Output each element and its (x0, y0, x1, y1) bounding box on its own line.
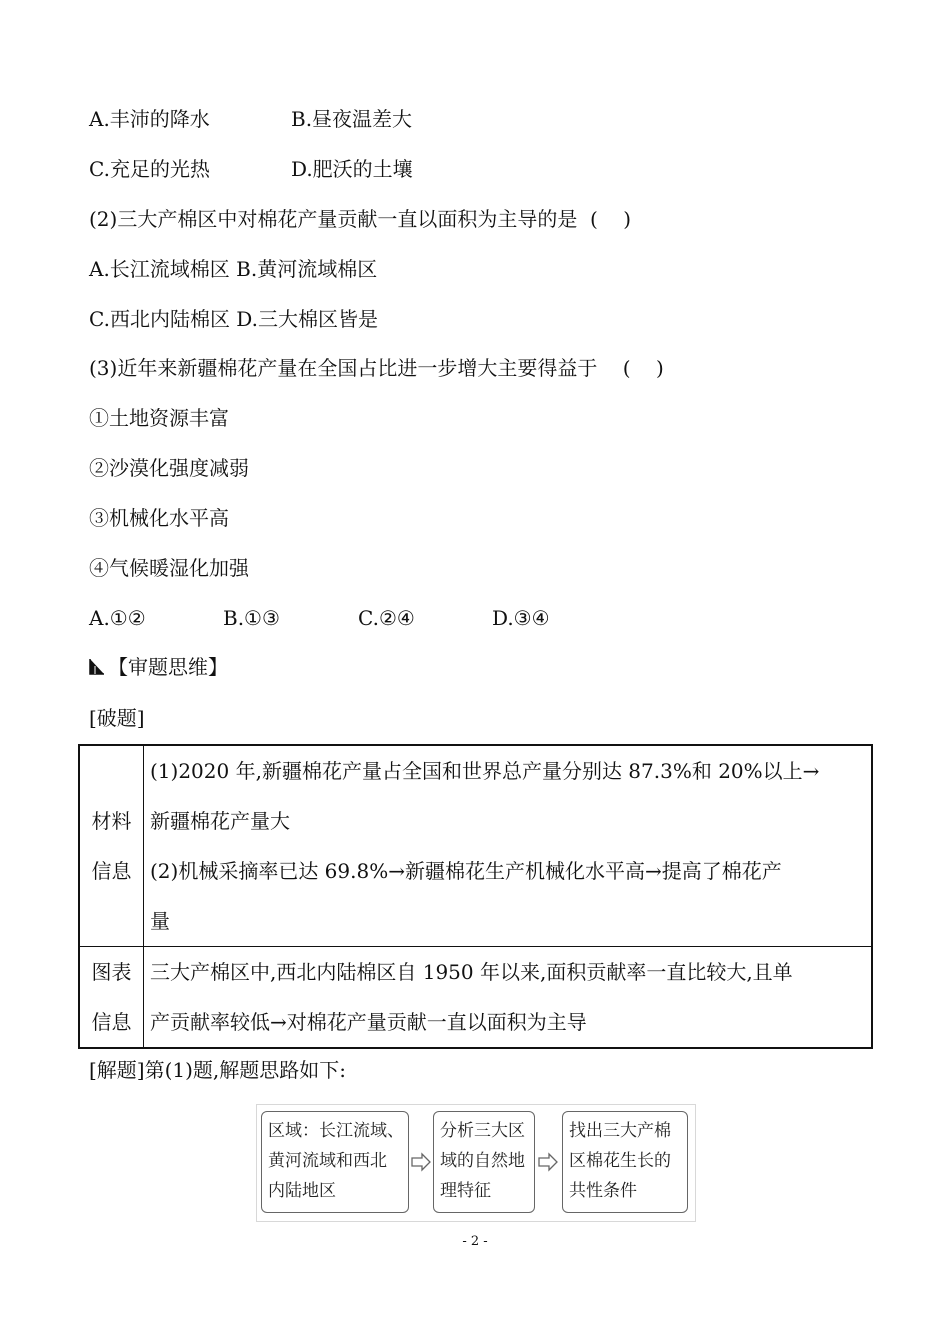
q3-item-1: ①土地资源丰富 (89, 406, 229, 430)
flow-box-region: 区域：长江流域、 黄河流域和西北 内陆地区 (261, 1111, 409, 1213)
q1-option-c: C.充足的光热 (89, 157, 210, 181)
arrow-right-icon (410, 1151, 432, 1173)
q1-option-a: A.丰沛的降水 (89, 107, 210, 131)
q3-stem: (3)近年来新疆棉花产量在全国占比进一步增大主要得益于 ( ) (89, 356, 664, 380)
q3-item-2: ②沙漠化强度减弱 (89, 456, 249, 480)
q3-item-3: ③机械化水平高 (89, 506, 229, 530)
solution-line: [解题]第(1)题,解题思路如下: (89, 1058, 347, 1082)
row-label-material: 材料 信息 (79, 745, 144, 947)
q1-option-d: D.肥沃的土壤 (291, 157, 413, 181)
table-row-chart (79, 947, 872, 1049)
row-label-chart: 图表 信息 (79, 947, 144, 1049)
breaking-label: [破题] (89, 706, 145, 730)
page-number: - 2 - (462, 1234, 488, 1249)
q3-option-d: D.③④ (492, 606, 550, 630)
q3-option-c: C.②④ (358, 606, 415, 630)
q2-options-cd: C.西北内陆棉区 D.三大棉区皆是 (89, 307, 378, 331)
section-marker-icon (89, 657, 105, 675)
q2-stem: (2)三大产棉区中对棉花产量贡献一直以面积为主导的是 ( ) (89, 207, 632, 231)
section-heading: 【审题思维】 (108, 655, 228, 679)
q2-options-ab: A.长江流域棉区 B.黄河流域棉区 (89, 257, 378, 281)
q3-option-b: B.①③ (223, 606, 280, 630)
flow-box-analyze: 分析三大区 域的自然地 理特征 (433, 1111, 535, 1213)
info-table (78, 744, 873, 1049)
q1-option-b: B.昼夜温差大 (291, 107, 413, 131)
q3-item-4: ④气候暖湿化加强 (89, 556, 249, 580)
flow-box-find: 找出三大产棉 区棉花生长的 共性条件 (562, 1111, 688, 1213)
row-content-material: (1)2020 年,新疆棉花产量占全国和世界总产量分别达 87.3%和 20%以上→ 新疆棉花产量大 (2)机械采摘率已达 69.8%→新疆棉花生产机械化水平高→提高了棉花产 量 (144, 745, 873, 947)
arrow-right-icon (537, 1151, 559, 1173)
row-content-chart: 三大产棉区中,西北内陆棉区自 1950 年以来,面积贡献率一直比较大,且单 产贡献率较低→对棉花产量贡献一直以面积为主导 (144, 947, 873, 1049)
q3-option-a: A.①② (89, 606, 146, 630)
table-row-material (79, 745, 872, 947)
flow-diagram (256, 1104, 696, 1222)
